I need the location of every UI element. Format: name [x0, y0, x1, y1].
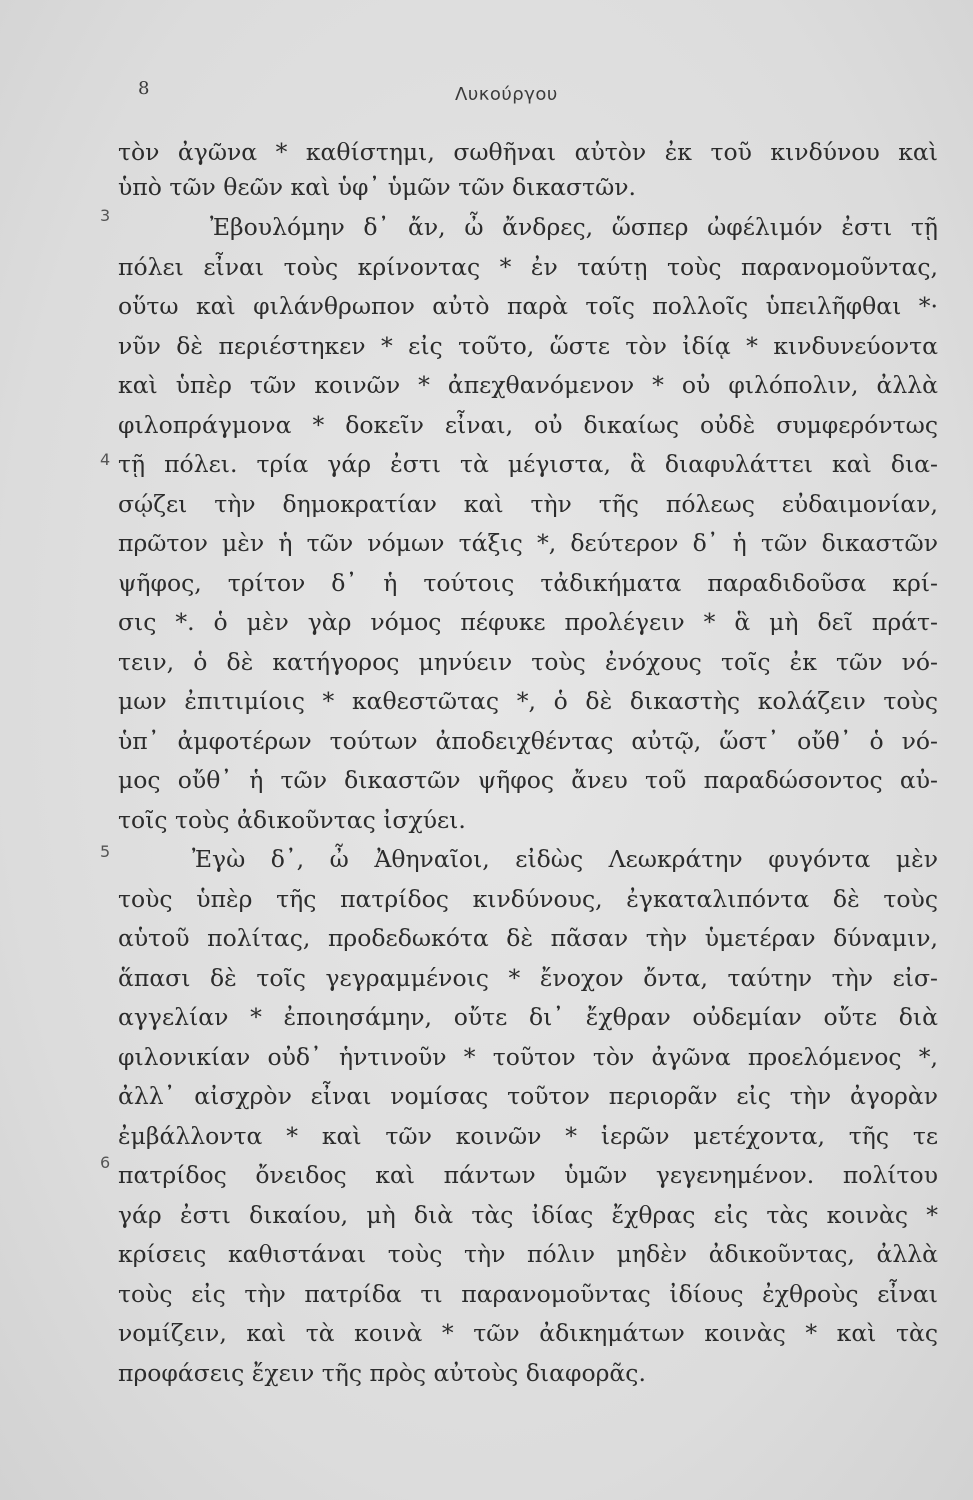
running-header-title: Λυκούργου [455, 84, 558, 105]
text-line: τοὺς εἰς τὴν πατρίδα τι παρανομοῦντας ἰδίους ἐχθροὺς εἶναι [118, 1280, 938, 1308]
text-line: πόλει εἶναι τοὺς κρίνοντας * ἐν ταύτῃ τοὺς παρανομοῦντας, [118, 253, 938, 281]
text-line: οὕτω καὶ φιλάνθρωπον αὐτὸ παρὰ τοῖς πολλοῖς ὑπειλῆφθαι *· [118, 292, 938, 320]
text-line: ἅπασι δὲ τοῖς γεγραμμένοις * ἔνοχον ὄντα, ταύτην τὴν εἰσ- [118, 964, 938, 992]
text-line: νομίζειν, καὶ τὰ κοινὰ * τῶν ἀδικημάτων κοινὰς * καὶ τὰς [118, 1319, 938, 1347]
text-line: τοὺς ὑπὲρ τῆς πατρίδος κινδύνους, ἐγκαταλιπόντα δὲ τοὺς [118, 885, 938, 913]
text-line: τὸν ἀγῶνα * καθίστημι, σωθῆναι αὐτὸν ἐκ τοῦ κινδύνου καὶ [118, 138, 938, 166]
text-line: προφάσεις ἔχειν τῆς πρὸς αὐτοὺς διαφορᾶς. [118, 1359, 646, 1387]
text-line: πρῶτον μὲν ἡ τῶν νόμων τάξις *, δεύτερον δ᾽ ἡ τῶν δικαστῶν [118, 529, 938, 557]
text-line: μων ἐπιτιμίοις * καθεστῶτας *, ὁ δὲ δικαστὴς κολάζειν τοὺς [118, 687, 938, 715]
text-line: ὑπὸ τῶν θεῶν καὶ ὑφ᾽ ὑμῶν τῶν δικαστῶν. [118, 173, 636, 201]
text-line: ψῆφος, τρίτον δ᾽ ἡ τούτοις τἀδικήματα παραδιδοῦσα κρί- [118, 569, 938, 597]
text-line: τειν, ὁ δὲ κατήγορος μηνύειν τοὺς ἐνόχους τοῖς ἐκ τῶν νό- [118, 648, 938, 676]
text-line: ἀλλ᾽ αἰσχρὸν εἶναι νομίσας τοῦτον περιορᾶν εἰς τὴν ἀγορὰν [118, 1082, 938, 1110]
text-line: ὑπ᾽ ἀμφοτέρων τούτων ἀποδειχθέντας αὐτῷ, ὥστ᾽ οὔθ᾽ ὁ νό- [118, 727, 938, 755]
page-number: 8 [138, 78, 150, 99]
section-number: 6 [100, 1153, 111, 1172]
text-line: σῴζει τὴν δημοκρατίαν καὶ τὴν τῆς πόλεως εὐδαιμονίαν, [118, 490, 938, 518]
text-line: φιλοπράγμονα * δοκεῖν εἶναι, οὐ δικαίως οὐδὲ συμφερόντως [118, 411, 938, 439]
text-line: τῇ πόλει. τρία γάρ ἐστι τὰ μέγιστα, ἃ διαφυλάττει καὶ δια- [118, 450, 938, 478]
section-number: 5 [100, 842, 111, 861]
text-line: ἐμβάλλοντα * καὶ τῶν κοινῶν * ἱερῶν μετέχοντα, τῆς τε [118, 1122, 938, 1150]
text-line: Ἐγὼ δ᾽, ὦ Ἀθηναῖοι, εἰδὼς Λεωκράτην φυγόντα μὲν [192, 845, 938, 873]
text-line: κρίσεις καθιστάναι τοὺς τὴν πόλιν μηδὲν ἀδικοῦντας, ἀλλὰ [118, 1240, 938, 1268]
text-line: αὑτοῦ πολίτας, προδεδωκότα δὲ πᾶσαν τὴν ὑμετέραν δύναμιν, [118, 924, 938, 952]
text-line: καὶ ὑπὲρ τῶν κοινῶν * ἀπεχθανόμενον * οὐ φιλόπολιν, ἀλλὰ [118, 371, 938, 399]
section-number: 4 [100, 450, 111, 469]
section-number: 3 [100, 206, 111, 225]
text-line: γάρ ἐστι δικαίου, μὴ διὰ τὰς ἰδίας ἔχθρας εἰς τὰς κοινὰς * [118, 1201, 938, 1229]
text-line: φιλονικίαν οὐδ᾽ ἡντινοῦν * τοῦτον τὸν ἀγῶνα προελόμενος *, [118, 1043, 938, 1071]
text-line: νῦν δὲ περιέστηκεν * εἰς τοῦτο, ὥστε τὸν ἰδίᾳ * κινδυνεύοντα [118, 332, 938, 360]
text-line: τοῖς τοὺς ἀδικοῦντας ἰσχύει. [118, 806, 466, 834]
text-line: μος οὔθ᾽ ἡ τῶν δικαστῶν ψῆφος ἄνευ τοῦ παραδώσοντος αὐ- [118, 766, 938, 794]
text-line: αγγελίαν * ἐποιησάμην, οὔτε δι᾽ ἔχθραν οὐδεμίαν οὔτε διὰ [118, 1003, 938, 1031]
text-line: Ἐβουλόμην δ᾽ ἄν, ὦ ἄνδρες, ὥσπερ ὠφέλιμόν ἐστι τῇ [210, 213, 938, 241]
text-line: πατρίδος ὄνειδος καὶ πάντων ὑμῶν γεγενημένον. πολίτου [118, 1161, 938, 1189]
text-line: σις *. ὁ μὲν γὰρ νόμος πέφυκε προλέγειν * ἃ μὴ δεῖ πράτ- [118, 608, 938, 636]
